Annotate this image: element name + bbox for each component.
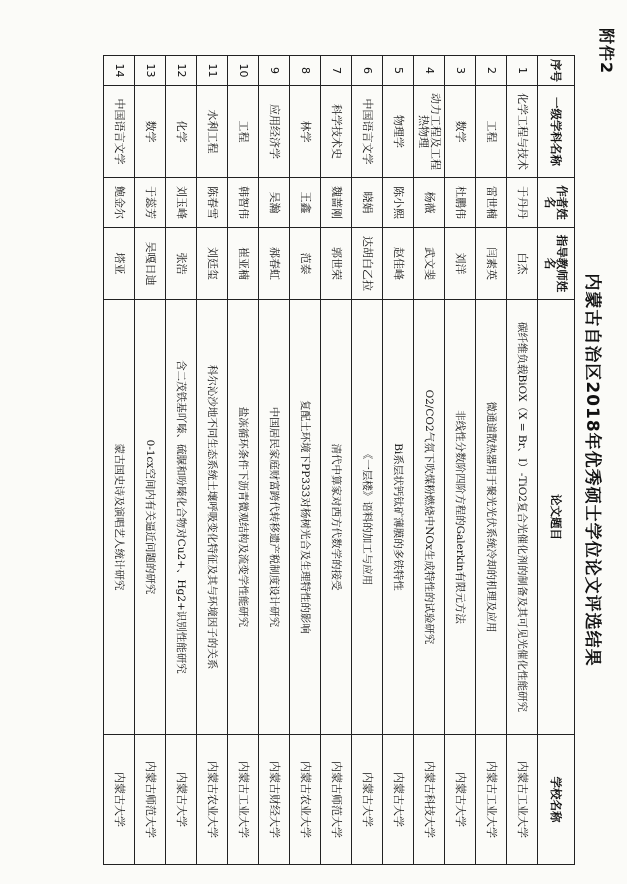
cell-discipline: 工程 [476,86,507,178]
table-row [352,56,383,865]
cell-seq: 9 [259,56,290,86]
results-table [103,55,575,865]
cell-thesis: 微通道散热器用于聚光光伏系统冷却的机理及应用 [476,300,507,735]
cell-author: 于蕊芳 [135,178,166,228]
cell-seq: 10 [228,56,259,86]
cell-seq: 11 [197,56,228,86]
cell-discipline: 工程 [228,86,259,178]
cell-discipline: 中国语言文学 [352,86,383,178]
cell-author: 杜鹏伟 [445,178,476,228]
cell-seq: 3 [445,56,476,86]
table-header-row [538,56,575,865]
cell-advisor: 郝春虹 [259,228,290,300]
cell-author: 魏蔷刚 [321,178,352,228]
cell-thesis: 盐冻循环条件下沥青微观结构及流变学性能研究 [228,300,259,735]
cell-discipline: 动力工程及工程热物理 [414,86,445,178]
cell-seq: 12 [166,56,197,86]
cell-seq: 2 [476,56,507,86]
table-row [104,56,135,865]
cell-author: 吴瀚 [259,178,290,228]
header-author: 作者姓名 [538,178,575,228]
cell-author: 陈小熙 [383,178,414,228]
cell-school: 内蒙古大学 [104,735,135,865]
cell-thesis: Bi系层状钙钛矿薄膜的多铁特性 [383,300,414,735]
cell-thesis: 蒙古国史诗及演唱艺人统计研究 [104,300,135,735]
cell-advisor: 达胡白乙拉 [352,228,383,300]
cell-thesis: 含二茂铁基吖嗪、硫脲和吩嗪化合物对Cu2+、Hg2+识别性能研究 [166,300,197,735]
cell-thesis: 中国居民家庭财富跨代转移遗产税制度设计研究 [259,300,290,735]
table-row [445,56,476,865]
cell-seq: 13 [135,56,166,86]
header-discipline: 一级学科名称 [538,86,575,178]
cell-school: 内蒙古师范大学 [321,735,352,865]
cell-school: 内蒙古农业大学 [197,735,228,865]
cell-seq: 5 [383,56,414,86]
cell-advisor: 刘洋 [445,228,476,300]
cell-author: 杨薇 [414,178,445,228]
annex-label: 附件2 [597,28,616,75]
cell-discipline: 物理学 [383,86,414,178]
cell-advisor: 崔亚楠 [228,228,259,300]
table-row [414,56,445,865]
cell-discipline: 化学 [166,86,197,178]
cell-seq: 4 [414,56,445,86]
header-seq: 序号 [538,56,575,86]
cell-author: 韩智伟 [228,178,259,228]
cell-discipline: 中国语言文学 [104,86,135,178]
cell-seq: 14 [104,56,135,86]
cell-author: 鲍金尔 [104,178,135,228]
cell-advisor: 塔亚 [104,228,135,300]
cell-thesis: O2/CO2气氛下吹煤粉燃烧中NOx生成特性的试验研究 [414,300,445,735]
cell-advisor: 范泰 [290,228,321,300]
table-row [507,56,538,865]
table-row [166,56,197,865]
cell-discipline: 化学工程与技术 [507,86,538,178]
cell-author: 雷世楠 [476,178,507,228]
header-thesis: 论文题目 [538,300,575,735]
cell-school: 内蒙古财经大学 [259,735,290,865]
cell-school: 内蒙古工业大学 [476,735,507,865]
table-row [476,56,507,865]
cell-author: 晓娟 [352,178,383,228]
document-title: 内蒙古自治区2018年优秀硕士学位论文评选结果 [582,273,602,667]
cell-thesis: 清代中算家对西方代数学的接受 [321,300,352,735]
cell-advisor: 吴嘎日迪 [135,228,166,300]
cell-discipline: 科学技术史 [321,86,352,178]
cell-thesis: 非线性分数阶四阶方程的Galerkin有限元方法 [445,300,476,735]
cell-thesis: 科尔沁沙地不同生态系统土壤呼吸变化特征及其与环境因子的关系 [197,300,228,735]
cell-advisor: 郭世荣 [321,228,352,300]
cell-discipline: 林学 [290,86,321,178]
table-row [290,56,321,865]
table-row [259,56,290,865]
cell-school: 内蒙古工业大学 [228,735,259,865]
cell-school: 内蒙古大学 [383,735,414,865]
header-school: 学校名称 [538,735,575,865]
cell-advisor: 闫素英 [476,228,507,300]
cell-school: 内蒙古工业大学 [507,735,538,865]
cell-school: 内蒙古农业大学 [290,735,321,865]
cell-school: 内蒙古科技大学 [414,735,445,865]
cell-author: 于丹丹 [507,178,538,228]
cell-discipline: 应用经济学 [259,86,290,178]
cell-discipline: 数学 [135,86,166,178]
cell-discipline: 数学 [445,86,476,178]
table-row [197,56,228,865]
cell-school: 内蒙古师范大学 [135,735,166,865]
cell-school: 内蒙古大学 [166,735,197,865]
table-row [383,56,414,865]
cell-school: 内蒙古大学 [352,735,383,865]
cell-seq: 1 [507,56,538,86]
cell-discipline: 水利工程 [197,86,228,178]
cell-thesis: 0-1cx空间内有关逼近问题的研究 [135,300,166,735]
cell-seq: 7 [321,56,352,86]
cell-advisor: 张浩 [166,228,197,300]
cell-advisor: 刘廷玺 [197,228,228,300]
header-advisor: 指导教师姓名 [538,228,575,300]
cell-advisor: 白杰 [507,228,538,300]
cell-seq: 8 [290,56,321,86]
cell-advisor: 武文斐 [414,228,445,300]
cell-advisor: 赵佳峰 [383,228,414,300]
cell-thesis: 《一层楼》语料的加工与应用 [352,300,383,735]
table-row [135,56,166,865]
cell-author: 刘玉峰 [166,178,197,228]
cell-school: 内蒙古大学 [445,735,476,865]
cell-author: 王鑫 [290,178,321,228]
cell-thesis: 碳纤维负载BiOX（X = Br、I）-TiO2复合光催化剂的制备及其可见光催化性能研究 [507,300,538,735]
cell-author: 陈春雪 [197,178,228,228]
table-row [228,56,259,865]
table-row [321,56,352,865]
cell-thesis: 复配土环境下PP333对杨树光合及生理特性的影响 [290,300,321,735]
cell-seq: 6 [352,56,383,86]
